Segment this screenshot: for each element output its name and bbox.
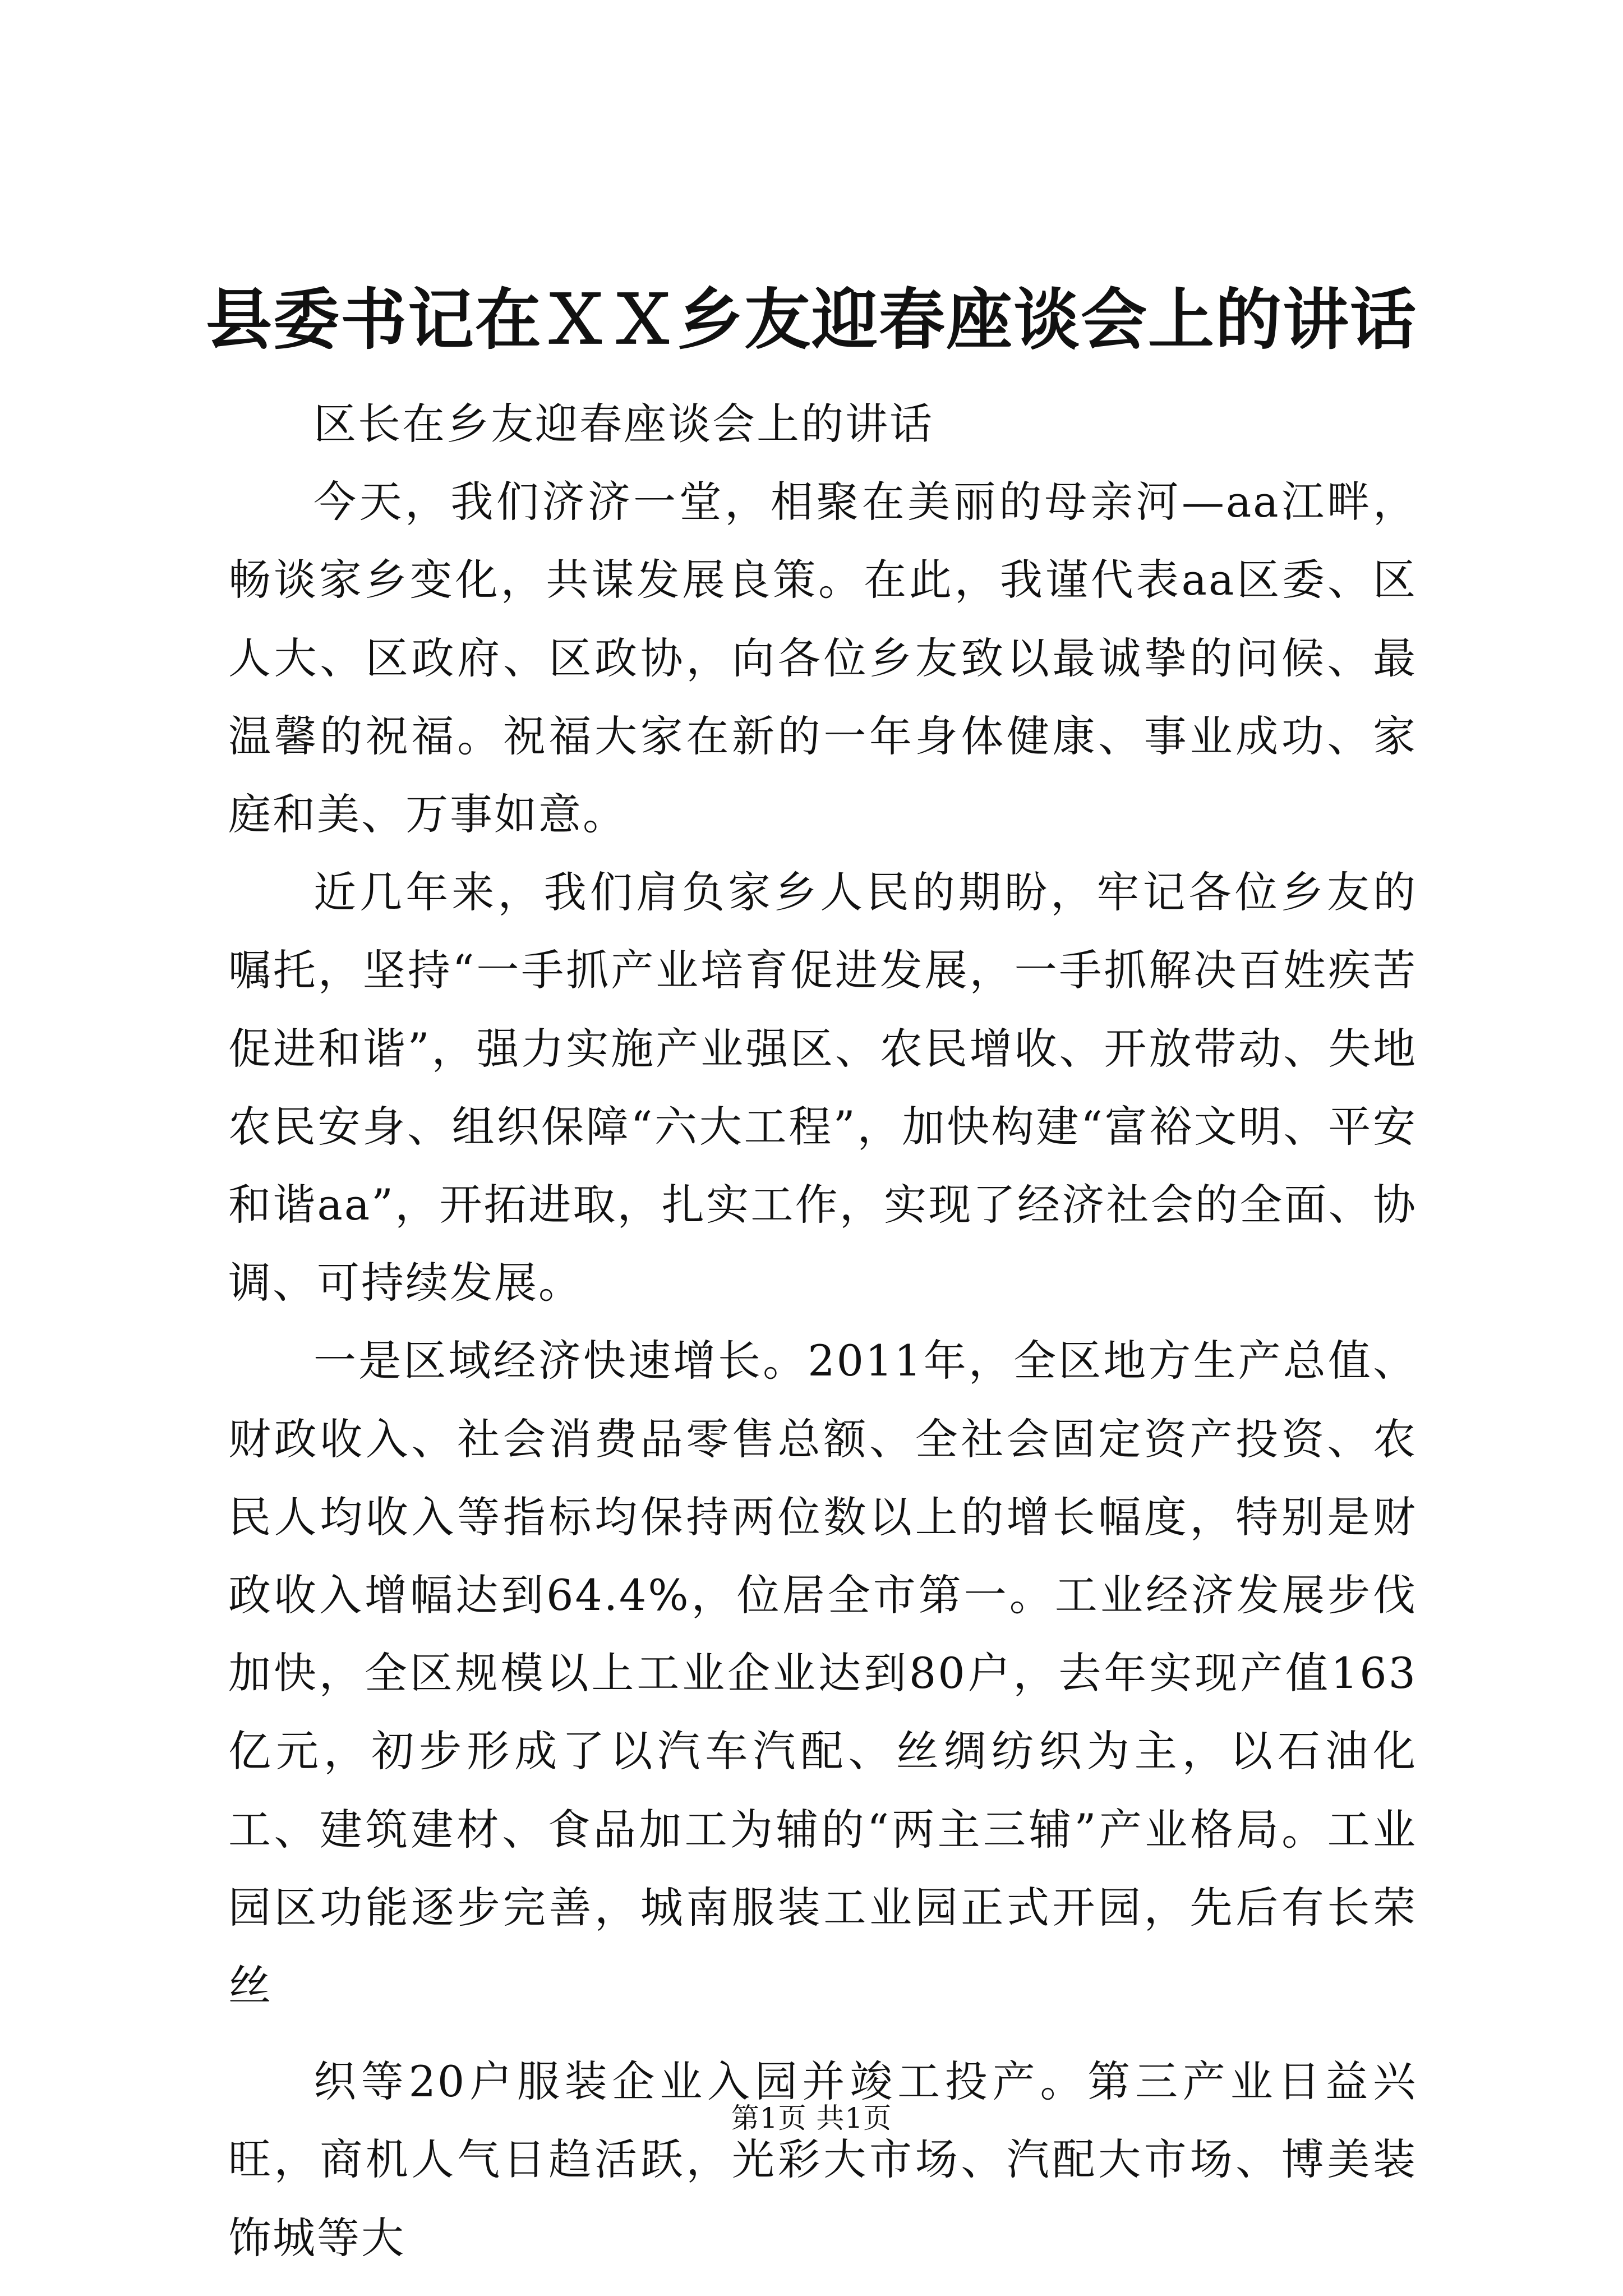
page-footer: 第1页 共1页 (731, 2102, 892, 2134)
document-title: 县委书记在ＸＸ乡友迎春座谈会上的讲话 (205, 280, 1417, 358)
body-paragraph: 一是区域经济快速增长。2011年，全区地方生产总值、财政收入、社会消费品零售总额、全社会固定资产投资、农民人均收入等指标均保持两位数以上的增长幅度，特别是财政收入增幅达到64.4%，位居全市第一。工业经济发展步伐加快，全区规模以上工业企业达到80户，去年实现产值163亿元，初步形成了以汽车汽配、丝绸纺织为主，以石油化工、建筑建材、食品加工为辅的“两主三辅”产业格局。工业园区功能逐步完善，城南服装工业园正式开园，先后有长荣丝 (228, 1336, 1417, 2011)
body-paragraph: 织等20户服装企业入园并竣工投产。第三产业日益兴旺，商机人气日趋活跃，光彩大市场、汽配大市场、博美装饰城等大 (228, 2056, 1417, 2263)
body-paragraph: 今天，我们济济一堂，相聚在美丽的母亲河—aa江畔，畅谈家乡变化，共谋发展良策。在此，我谨代表aa区委、区人大、区政府、区政协，向各位乡友致以最诚挚的问候、最温馨的祝福。祝福大家在新的一年身体健康、事业成功、家庭和美、万事如意。 (228, 477, 1417, 840)
document-body (228, 385, 1417, 2277)
subtitle-paragraph: 区长在乡友迎春座谈会上的讲话 (313, 399, 934, 449)
body-paragraph: 近几年来，我们肩负家乡人民的期盼，牢记各位乡友的嘱托，坚持“一手抓产业培育促进发展，一手抓解决百姓疾苦促进和谐”，强力实施产业强区、农民增收、开放带动、失地农民安身、组织保障“六大工程”，加快构建“富裕文明、平安和谐aa”，开拓进取，扎实工作，实现了经济社会的全面、协调、可持续发展。 (228, 867, 1417, 1308)
